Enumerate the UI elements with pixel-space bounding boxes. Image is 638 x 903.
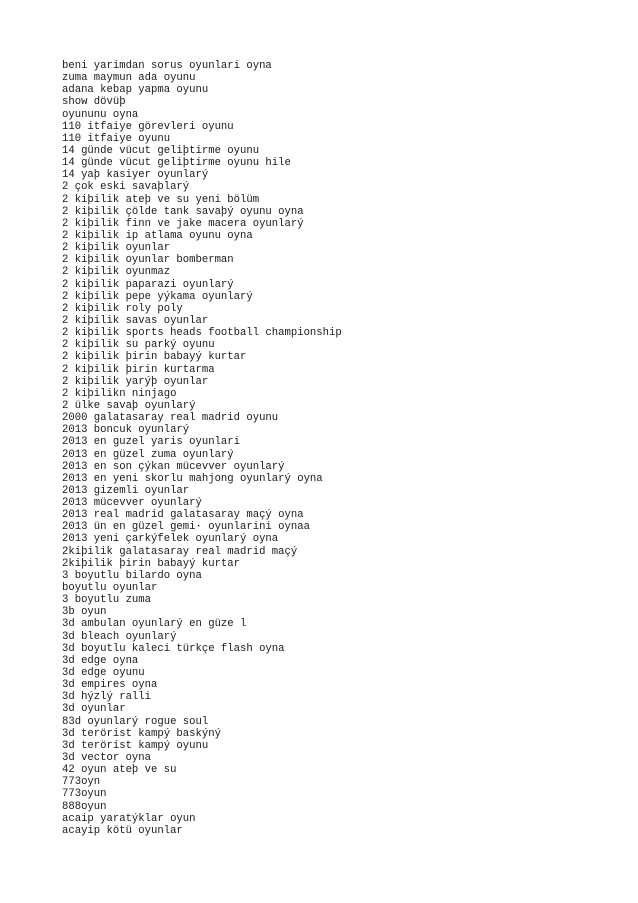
- text-line: 3d empires oyna: [62, 679, 158, 692]
- text-line: 14 günde vücut geliþtirme oyunu hile: [62, 157, 291, 170]
- text-line: 3d terörist kampý baskýný: [62, 727, 221, 740]
- text-line: 3d edge oyunu: [62, 667, 145, 680]
- text-line: adana kebap yapma oyunu: [62, 84, 209, 97]
- text-line: 2 kiþilikn ninjago: [62, 387, 177, 400]
- text-line: 2013 boncuk oyunlarý: [62, 424, 190, 437]
- text-line: 3d vector oyna: [62, 752, 152, 765]
- text-line: 2 kiþilik þirin babayý kurtar: [62, 351, 247, 364]
- text-line: 2013 en guzel yaris oyunlari: [62, 436, 241, 449]
- text-line: 2013 en son çýkan mücevver oyunlarý: [62, 460, 285, 473]
- text-line: acayip kötü oyunlar: [62, 824, 183, 837]
- text-line: 3d ambulan oyunlarý en güze l: [62, 618, 247, 631]
- text-line: 2 kiþilik sports heads football championship: [62, 327, 342, 340]
- text-line: 2 ülke savaþ oyunlarý: [62, 399, 196, 412]
- text-line: 2013 mücevver oyunlarý: [62, 497, 202, 510]
- text-line: 2 kiþilik paparazi oyunlarý: [62, 278, 234, 291]
- text-line: 2013 real madrid galatasaray maçý oyna: [62, 509, 304, 522]
- text-line: 2 kiþilik ateþ ve su yeni bölüm: [62, 193, 260, 206]
- text-line: 2 kiþilik çölde tank savaþý oyunu oyna: [62, 205, 304, 218]
- text-line: 2 kiþilik oyunlar: [62, 242, 171, 255]
- text-line: 773oyun: [62, 788, 107, 801]
- text-line: 83d oyunlarý rogue soul: [62, 715, 209, 728]
- text-line: boyutlu oyunlar: [62, 582, 158, 595]
- text-line: 2 kiþilik yarýþ oyunlar: [62, 375, 209, 388]
- text-line: acaip yaratýklar oyun: [62, 812, 196, 825]
- text-line: 3d terörist kampý oyunu: [62, 739, 209, 752]
- text-line: 2013 en yeni skorlu mahjong oyunlarý oyna: [62, 472, 323, 485]
- text-line: 3d boyutlu kaleci türkçe flash oyna: [62, 642, 285, 655]
- text-line: 42 oyun ateþ ve su: [62, 764, 177, 777]
- text-line: 888oyun: [62, 800, 107, 813]
- text-line: 2 kiþilik savas oyunlar: [62, 314, 209, 327]
- text-line: 3b oyun: [62, 606, 107, 619]
- text-line: 2000 galatasaray real madrid oyunu: [62, 412, 279, 425]
- text-line: 2013 yeni çarkýfelek oyunlarý oyna: [62, 533, 279, 546]
- text-line: 2 kiþilik su parký oyunu: [62, 339, 215, 352]
- text-line: 2kiþilik galatasaray real madrid maçý: [62, 545, 298, 558]
- text-line: beni yarimdan sorus oyunlari oyna: [62, 60, 272, 72]
- text-line: 2 çok eski savaþlarý: [62, 181, 190, 194]
- text-line: 2013 gizemli oyunlar: [62, 484, 190, 497]
- text-line: oyununu oyna: [62, 108, 139, 121]
- text-line: 14 günde vücut geliþtirme oyunu: [62, 144, 260, 157]
- keyword-list: [62, 60, 342, 837]
- text-line: 2 kiþilik finn ve jake macera oyunlarý: [62, 217, 304, 230]
- text-line: 2 kiþilik roly poly: [62, 302, 183, 315]
- text-line: 14 yaþ kasiyer oyunlarý: [62, 169, 209, 182]
- text-line: 2013 ün en güzel gemi· oyunlarini oynaa: [62, 521, 310, 534]
- text-line: 110 itfaiye görevleri oyunu: [62, 120, 234, 133]
- text-line: 3d bleach oyunlarý: [62, 630, 177, 643]
- text-line: 3d hýzlý ralli: [62, 691, 152, 704]
- text-line: 2 kiþilik oyunlar bomberman: [62, 254, 234, 267]
- text-line: 3 boyutlu zuma: [62, 594, 152, 607]
- text-line: 3d edge oyna: [62, 654, 139, 667]
- text-line: 3 boyutlu bilardo oyna: [62, 569, 202, 582]
- text-line: 2kiþilik þirin babayý kurtar: [62, 557, 241, 570]
- text-line: 3d oyunlar: [62, 703, 126, 716]
- text-line: 773oyn: [62, 776, 101, 789]
- text-line: 110 itfaiye oyunu: [62, 132, 171, 145]
- text-line: 2 kiþilik oyunmaz: [62, 266, 171, 279]
- text-line: 2013 en güzel zuma oyunlarý: [62, 448, 234, 461]
- text-line: 2 kiþilik ip atlama oyunu oyna: [62, 229, 253, 242]
- text-line: show dövüþ: [62, 96, 126, 109]
- text-line: 2 kiþilik pepe yýkama oyunlarý: [62, 290, 253, 303]
- text-line: zuma maymun ada oyunu: [62, 72, 196, 85]
- text-line: 2 kiþilik þirin kurtarma: [62, 363, 215, 376]
